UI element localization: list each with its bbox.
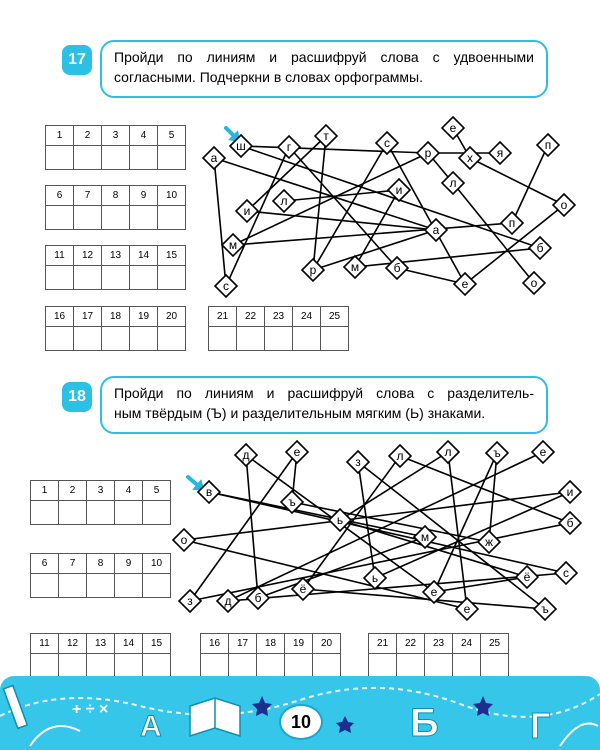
grid-number: 17 (229, 634, 257, 654)
maze17-letter: р (424, 146, 432, 160)
answer-cell[interactable] (31, 574, 59, 598)
answer-cell[interactable] (481, 654, 509, 678)
maze17-letter: е (461, 277, 469, 291)
grid-number: 19 (285, 634, 313, 654)
maze18-letter-node (179, 590, 201, 612)
maze18-letter-node (478, 531, 500, 553)
answer-cell[interactable] (257, 654, 285, 678)
grid-number: 11 (46, 246, 74, 266)
grid-number: 22 (397, 634, 425, 654)
maze18-letter: е (463, 602, 471, 616)
grid-number: 2 (59, 481, 87, 501)
grid-number: 18 (257, 634, 285, 654)
maze18-letter-node (292, 578, 314, 600)
answer-cell[interactable] (31, 654, 59, 678)
grid-number: 20 (313, 634, 341, 654)
grid-number: 14 (115, 634, 143, 654)
maze17-letter: м (228, 238, 238, 252)
maze17-letter: л (449, 176, 457, 190)
maze18-letter: д (242, 448, 250, 462)
maze17-letter: м (350, 260, 360, 274)
answer-cell[interactable] (87, 501, 115, 525)
maze18-letter: е (293, 445, 301, 459)
grid-number: 12 (74, 246, 102, 266)
grid-number: 12 (59, 634, 87, 654)
maze18-letter: ё (299, 582, 307, 596)
maze17-letter: с (384, 136, 390, 150)
grid-number: 5 (143, 481, 171, 501)
footer-letter-g: Г (530, 705, 551, 746)
star-icon (336, 716, 354, 733)
answer-cell[interactable] (87, 654, 115, 678)
answer-grid-18-3 (30, 633, 171, 678)
maze18-letter: м (420, 530, 430, 544)
answer-cell[interactable] (115, 501, 143, 525)
grid-number: 24 (293, 307, 321, 327)
answer-cell[interactable] (397, 654, 425, 678)
maze18-letter: в (205, 485, 213, 499)
answer-cell[interactable] (313, 654, 341, 678)
answer-cell[interactable] (115, 574, 143, 598)
answer-grid-18-2 (30, 553, 171, 598)
pencil-icon (3, 685, 27, 728)
grid-number: 9 (115, 554, 143, 574)
maze17-letter: и (243, 204, 251, 218)
answer-cell[interactable] (115, 654, 143, 678)
task-17-badge: 17 (62, 45, 92, 75)
answer-cell[interactable] (59, 654, 87, 678)
grid-number: 4 (130, 126, 158, 146)
maze18-letter: ъ (541, 602, 549, 616)
maze17-letter: е (449, 121, 457, 135)
maze17-letter: л (280, 194, 288, 208)
grid-number: 20 (158, 307, 186, 327)
maze18-letter-node (534, 598, 556, 620)
grid-number: 15 (158, 246, 186, 266)
maze18-letter: д (224, 594, 232, 608)
answer-grid-18-4 (200, 633, 341, 678)
grid-number: 21 (369, 634, 397, 654)
maze18-path-line (340, 520, 527, 577)
grid-number: 7 (74, 186, 102, 206)
maze17-letter: п (544, 138, 552, 152)
grid-number: 21 (209, 307, 237, 327)
grid-number: 3 (87, 481, 115, 501)
star-icon (473, 696, 493, 716)
grid-number: 23 (425, 634, 453, 654)
maze17-letter: о (560, 198, 568, 212)
grid-number: 15 (143, 634, 171, 654)
star-icon (252, 696, 272, 716)
maze18-letter: з (187, 594, 193, 608)
maze18-letter: б (566, 516, 574, 530)
grid-number: 6 (46, 186, 74, 206)
answer-cell[interactable] (143, 654, 171, 678)
maze18-path-line (190, 452, 297, 601)
answer-cell[interactable] (59, 574, 87, 598)
grid-number: 3 (102, 126, 130, 146)
grid-number: 8 (87, 554, 115, 574)
maze18-letter: ъ (288, 495, 296, 509)
grid-number: 17 (74, 307, 102, 327)
book-icon (190, 698, 240, 736)
maze18-letter: ж (484, 535, 494, 549)
maze18-letter: ъ (493, 446, 501, 460)
task-17-line-1: Пройди по линиям и расшифруй слова с удвоенными (114, 49, 534, 65)
maze18-path-line (190, 523, 570, 601)
grid-number: 22 (237, 307, 265, 327)
maze17-letter: х (467, 151, 473, 165)
answer-grid-18-5 (368, 633, 509, 678)
answer-cell[interactable] (229, 654, 257, 678)
grid-number: 5 (158, 126, 186, 146)
maze18-letter-node (217, 590, 239, 612)
maze18-path-line (246, 455, 258, 598)
grid-number: 19 (130, 307, 158, 327)
answer-cell[interactable] (31, 501, 59, 525)
grid-number: 16 (201, 634, 229, 654)
grid-number: 6 (31, 554, 59, 574)
maze17-letter: а (210, 151, 218, 165)
answer-cell[interactable] (143, 574, 171, 598)
maze17-letter: я (496, 146, 504, 160)
maze18-letter: ь (371, 571, 379, 585)
maze18-letter-node (437, 441, 459, 463)
grid-number: 23 (265, 307, 293, 327)
maze18-letter-node (555, 562, 577, 584)
maze18-letter-node (486, 442, 508, 464)
maze18-letter: ё (523, 570, 531, 584)
maze18-letter: б (254, 591, 262, 605)
maze18-letter-node (235, 444, 257, 466)
maze18-letter: и (566, 485, 574, 499)
maze18-letter-node (347, 451, 369, 473)
maze18-letter: с (563, 566, 569, 580)
answer-cell[interactable] (87, 574, 115, 598)
footer-letter-b: Б (410, 701, 439, 745)
maze18-letter: о (180, 533, 188, 547)
maze18-letter-node (516, 566, 538, 588)
grid-number: 1 (31, 481, 59, 501)
answer-cell[interactable] (453, 654, 481, 678)
grid-number: 13 (102, 246, 130, 266)
grid-number: 10 (158, 186, 186, 206)
answer-cell[interactable] (285, 654, 313, 678)
grid-number: 24 (453, 634, 481, 654)
maze18-letter-node (389, 445, 411, 467)
maze18-letter-node (286, 441, 308, 463)
task-18-line-1: Пройди по линиям и расшифруй слова с разделитель- (114, 385, 534, 401)
answer-cell[interactable] (59, 501, 87, 525)
maze18-letter: ь (336, 513, 344, 527)
answer-cell[interactable] (369, 654, 397, 678)
maze17-letter: ш (236, 139, 246, 153)
footer-letter-a: А (140, 710, 162, 743)
maze18-letter: е (539, 445, 547, 459)
maze17-letter: т (323, 129, 329, 143)
maze18-path-line (448, 452, 467, 609)
answer-grid-18-1 (30, 480, 171, 525)
grid-number: 13 (87, 634, 115, 654)
maze18-letter-node (559, 481, 581, 503)
grid-number: 18 (102, 307, 130, 327)
maze18-letter-node (559, 512, 581, 534)
answer-cell[interactable] (143, 501, 171, 525)
task-18-badge: 18 (62, 382, 92, 412)
swirl-icon (30, 726, 80, 746)
maze17-letter: б (536, 241, 544, 255)
math-symbols: + ÷ × (72, 701, 109, 718)
maze18-letter-node (364, 567, 386, 589)
maze17-letter: с (223, 279, 229, 293)
grid-number: 25 (321, 307, 349, 327)
grid-number: 1 (46, 126, 74, 146)
maze17-letter: р (309, 263, 317, 277)
maze17-letter: г (286, 140, 292, 154)
maze17-letter: а (432, 223, 440, 237)
maze17-letter: и (395, 183, 403, 197)
maze17-letter: о (530, 276, 538, 290)
grid-number: 11 (31, 634, 59, 654)
grid-number: 4 (115, 481, 143, 501)
grid-number: 25 (481, 634, 509, 654)
answer-cell[interactable] (425, 654, 453, 678)
grid-number: 7 (59, 554, 87, 574)
grid-number: 9 (130, 186, 158, 206)
task-18-line-2: ным твёрдым (Ъ) и разделительным мягким (Ь) знаками. (114, 405, 486, 421)
page-number: 10 (279, 704, 323, 740)
grid-number: 14 (130, 246, 158, 266)
maze17-letter: п (508, 216, 516, 230)
task-17-line-2: согласными. Подчеркни в словах орфограммы. (114, 69, 424, 85)
maze18-letter-node (532, 441, 554, 463)
grid-number: 10 (143, 554, 171, 574)
maze18-letter: л (396, 449, 404, 463)
maze18-letter-node (173, 529, 195, 551)
maze18-letter: л (444, 445, 452, 459)
grid-number: 8 (102, 186, 130, 206)
maze18-letter: з (355, 455, 361, 469)
maze17-letter: б (393, 261, 401, 275)
answer-cell[interactable] (201, 654, 229, 678)
maze18-letter-node (414, 526, 436, 548)
swirl-icon (560, 724, 598, 747)
maze18-letter: е (430, 585, 438, 599)
grid-number: 2 (74, 126, 102, 146)
grid-number: 16 (46, 307, 74, 327)
